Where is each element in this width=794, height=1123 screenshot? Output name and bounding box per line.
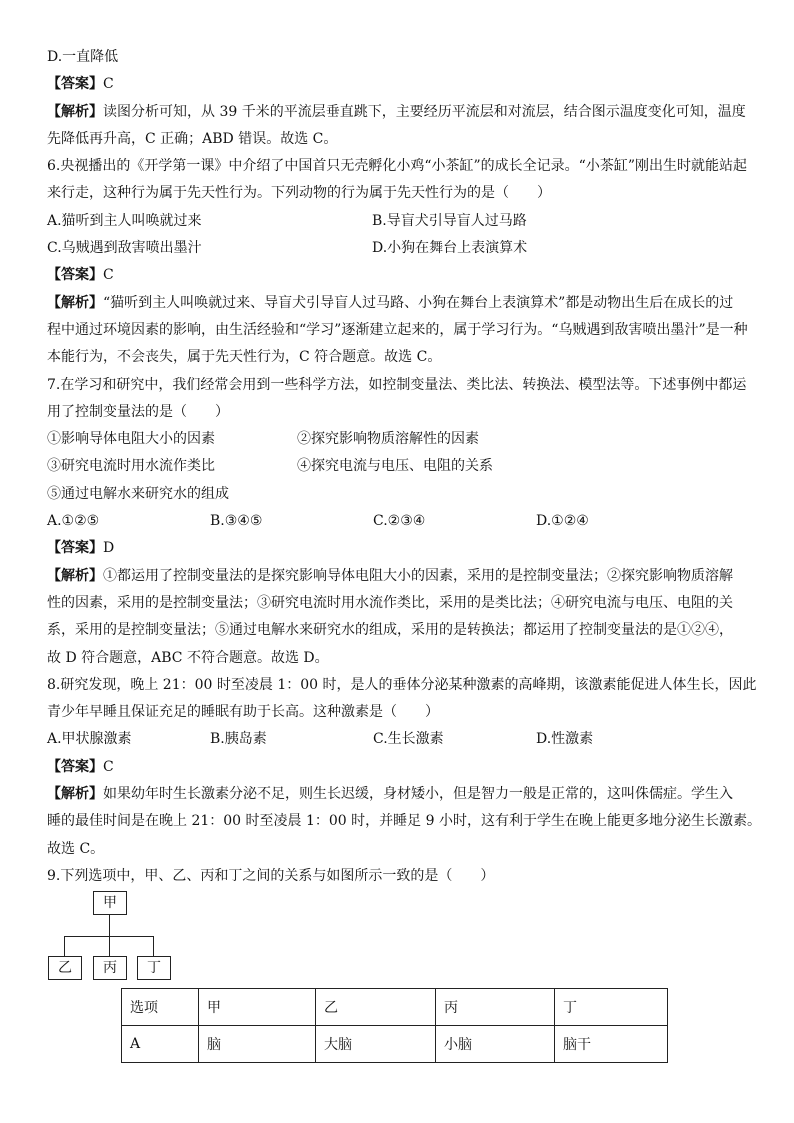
table-header-cell: 甲	[199, 989, 316, 1026]
table-header-cell: 丁	[555, 989, 668, 1026]
option-c: C.乌贼遇到敌害喷出墨汁	[47, 240, 202, 257]
question-stem: 7.在学习和研究中，我们经常会用到一些科学方法，如控制变量法、类比法、转换法、模型法等。下述事例中都运	[47, 376, 747, 393]
option-b: B.导盲犬引导盲人过马路	[372, 212, 527, 229]
table-header-row	[122, 989, 668, 1026]
exam-page	[47, 44, 761, 890]
table-row	[122, 1026, 668, 1063]
option-row	[47, 235, 752, 262]
answer-value: C	[103, 76, 114, 93]
question-stem: 青少年早睡且保证充足的睡眠有助于长高。这种激素是（ ）	[47, 704, 439, 721]
analysis-text: “猫听到主人叫唤就过来、导盲犬引导盲人过马路、小狗在舞台上表演算术”都是动物出生后在成长的过	[103, 294, 734, 311]
analysis-line	[47, 99, 752, 126]
question-stem: 9.下列选项中，甲、乙、丙和丁之间的关系与如图所示一致的是（ ）	[47, 867, 495, 884]
analysis-line: 系，采用的是控制变量法；⑤通过电解水来研究水的组成，采用的是转换法；都运用了控制变量法的是①②④，	[47, 622, 733, 639]
analysis-line: 性的因素，采用的是控制变量法；③研究电流时用水流作类比，采用的是类比法；④研究电流与电压、电阻的关	[47, 594, 733, 611]
question-stem: 来行走，这种行为属于先天性行为。下列动物的行为属于先天性行为的是（ ）	[47, 185, 551, 202]
analysis-line: 故选 C。	[47, 840, 105, 857]
statement-3: ③研究电流时用水流作类比	[47, 458, 215, 475]
option-a: A.甲状腺激素	[47, 731, 132, 748]
analysis-tag: 【解析】	[47, 786, 103, 803]
analysis-line: 程中通过环境因素的影响，由生活经验和“学习”逐渐建立起来的，属于学习行为。“乌贼遇到敌害喷出墨汁”是一种	[47, 321, 748, 338]
answer-tag: 【答案】	[47, 540, 103, 557]
hierarchy-diagram	[47, 891, 177, 983]
answer-line	[47, 754, 752, 781]
answer-tag: 【答案】	[47, 267, 103, 284]
analysis-line	[47, 563, 752, 590]
table-cell: 脑	[199, 1026, 316, 1063]
answer-value: D	[103, 540, 115, 557]
diagram-connector	[153, 936, 154, 956]
table-cell: A	[122, 1026, 199, 1063]
diagram-node-top: 甲	[93, 891, 127, 915]
option-d: D.性激素	[536, 731, 594, 748]
option-b: B.③④⑤	[210, 513, 263, 530]
answer-line	[47, 535, 752, 562]
table-cell: 小脑	[436, 1026, 555, 1063]
option-d: D.小狗在舞台上表演算术	[372, 240, 528, 257]
option-row	[47, 726, 752, 753]
diagram-connector	[109, 936, 110, 956]
statement-2: ②探究影响物质溶解性的因素	[297, 431, 479, 448]
statement-5: ⑤通过电解水来研究水的组成	[47, 485, 229, 502]
statement-4: ④探究电流与电压、电阻的关系	[297, 458, 493, 475]
option-a: A.猫听到主人叫唤就过来	[47, 212, 202, 229]
table-header-cell: 乙	[316, 989, 436, 1026]
analysis-text: 读图分析可知，从 39 千米的平流层垂直跳下，主要经历平流层和对流层，结合图示温度变化可知，温度	[103, 103, 746, 120]
question-stem: 8.研究发现，晚上 21：00 时至凌晨 1：00 时，是人的垂体分泌某种激素的高峰期，该激素能促进人体生长，因此	[47, 676, 757, 693]
statement-row	[47, 426, 752, 453]
option-row	[47, 208, 752, 235]
option-d: D.一直降低	[47, 49, 119, 65]
answer-line	[47, 71, 752, 98]
option-c: C.生长激素	[373, 731, 444, 748]
answer-tag: 【答案】	[47, 758, 103, 775]
analysis-line	[47, 290, 752, 317]
answer-value: C	[103, 267, 114, 284]
analysis-line: 睡的最佳时间是在晚上 21：00 时至凌晨 1：00 时，并睡足 9 小时，这有利于学生在晚上能更多地分泌生长激素。	[47, 813, 761, 830]
option-a: A.①②⑤	[47, 513, 100, 530]
diagram-connector	[109, 915, 110, 936]
table-header-cell: 丙	[436, 989, 555, 1026]
option-row	[47, 508, 752, 535]
option-b: B.胰岛素	[210, 731, 267, 748]
question-stem: 6.央视播出的《开学第一课》中介绍了中国首只无壳孵化小鸡“小茶缸”的成长全记录。“小茶缸”刚出生时就能站起	[47, 158, 747, 175]
table-cell: 大脑	[316, 1026, 436, 1063]
diagram-node-child: 乙	[48, 956, 82, 980]
analysis-tag: 【解析】	[47, 103, 103, 120]
diagram-node-child: 丁	[137, 956, 171, 980]
analysis-line: 本能行为，不会丧失，属于先天性行为，C 符合题意。故选 C。	[47, 349, 442, 366]
option-d: D.①②④	[536, 513, 589, 530]
diagram-connector	[64, 936, 65, 956]
options-table	[121, 988, 668, 1063]
answer-line	[47, 262, 752, 289]
analysis-tag: 【解析】	[47, 567, 103, 584]
analysis-line: 先降低再升高，C 正确；ABD 错误。故选 C。	[47, 130, 338, 147]
answer-value: C	[103, 758, 114, 775]
diagram-node-child: 丙	[93, 956, 127, 980]
analysis-tag: 【解析】	[47, 294, 103, 311]
option-c: C.②③④	[373, 513, 426, 530]
analysis-text: 如果幼年时生长激素分泌不足，则生长迟缓，身材矮小，但是智力一般是正常的，这叫侏儒症。学生入	[103, 786, 733, 803]
statement-1: ①影响导体电阻大小的因素	[47, 431, 215, 448]
question-stem: 用了控制变量法的是（ ）	[47, 403, 229, 420]
analysis-line	[47, 781, 752, 808]
statement-row	[47, 453, 752, 480]
table-header-cell: 选项	[122, 989, 199, 1026]
analysis-line: 故 D 符合题意，ABC 不符合题意。故选 D。	[47, 649, 329, 666]
answer-tag: 【答案】	[47, 76, 103, 93]
analysis-text: ①都运用了控制变量法的是探究影响导体电阻大小的因素，采用的是控制变量法；②探究影响物质溶解	[103, 567, 733, 584]
table-cell: 脑干	[555, 1026, 668, 1063]
